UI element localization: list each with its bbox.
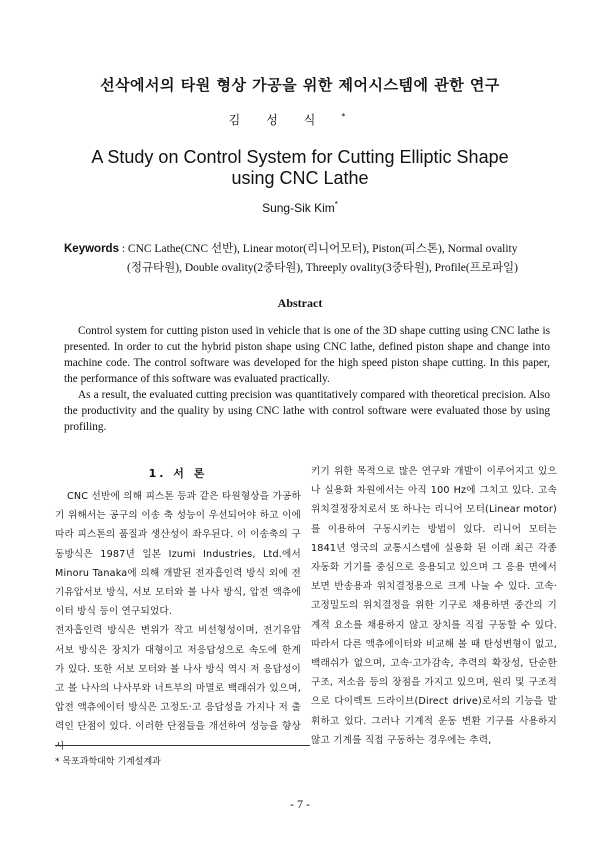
- english-title-line1: A Study on Control System for Cutting Elliptic Shape: [91, 147, 509, 167]
- english-author-name: Sung-Sik Kim: [262, 201, 335, 215]
- korean-title: 선삭에서의 타원 형상 가공을 위한 제어시스템에 관한 연구: [100, 76, 500, 94]
- english-title: [0, 147, 600, 189]
- right-paragraph-1: 키기 위한 목적으로 많은 연구와 개발이 이루어지고 있으나 실용화 차원에서는 아직 100 Hz에 그치고 있다. 고속위치결정장치로서 또 하나는 리니어 모터(Linear motor)를 이용하여 구동시키는 방법이 있다. 리니어 모터는 1841년 영국의 교통시스템에 실용화 된 이래 최근 각종 자동화 기기를 중심으로 응용되고 있으며 그 응용 면에서 보면 반송용과 위치결정용으로 크게 나눌 수 있다. 고속·고정밀도의 위치결정을 위한 기구로 채용하면 중간의 기계적 요소를 채용하지 않고 장치를 직접 구동할 수 있다. 따라서 다른 액츄에이터와 비교해 볼 때 탄성변형이 없고, 백래쉬가 없으며, 고속·고가감속, 추력의 확장성, 단순한 구조, 저소음 등의 장점을 가지고 있으며, 원리 및 구조적으로 다이렉트 드라이브(Direct drive)로서의 기능을 발휘하고 있다. 그러나 기계적 운동 변환 기구를 사용하지 않고 기계를 직접 구동하는 경우에는 추력,: [311, 466, 557, 746]
- korean-author: [0, 111, 600, 128]
- english-title-line2: using CNC Lathe: [231, 168, 369, 188]
- section-heading-introduction: 1. 서 론: [148, 467, 208, 480]
- keywords-line2: (정규타원), Double ovality(2중타원), Threeply ovality(3중타원), Profile(프로파일): [127, 262, 518, 274]
- footnote-rule: [55, 745, 310, 746]
- abstract-heading: Abstract: [277, 296, 323, 310]
- korean-author-name: 김성식: [228, 113, 342, 127]
- keywords-text1: : CNC Lathe(CNC 선반), Linear motor(리니어모터), Piston(피스톤), Normal ovality: [121, 243, 518, 255]
- keywords-line1: [64, 240, 544, 259]
- abstract-paragraph-1: Control system for cutting piston used in vehicle that is one of the 3D shape cutting using CNC lathe is presented. In order to cut the hybrid piston shape using CNC lathe, defined piston shape and change into machine code. The control software was developed for the high speed piston shape cutting. In this paper, the performance of this software was evaluated practically.: [64, 325, 550, 385]
- english-author-mark: *: [334, 200, 338, 209]
- left-paragraph-2: 전자흡인력 방식은 변위가 작고 비선형성이며, 전기유압서보 방식은 장치가 대형이고 저응답성으로 속도에 한계가 있다. 또한 서보 모터와 볼 나사 방식 역시 저 응답성이고 볼 나사의 나사부와 너트부의 마멸로 백래쉬가 있으며, 압전 액츄에이터 방식은 고정도·고 응답성을 가지나 저 출력인 단점이 있다. 이러한 단점들을 개선하여 성능을 향상시: [55, 625, 301, 752]
- korean-author-mark: *: [341, 112, 372, 121]
- english-author: [0, 200, 600, 215]
- abstract-body: [64, 323, 550, 435]
- left-column: [55, 464, 301, 756]
- left-paragraph-1: CNC 선반에 의해 피스톤 등과 같은 타원형상을 가공하기 위해서는 공구의 이송 축 성능이 우선되어야 하고 이에 따라 피스톤의 품질과 생산성이 좌우된다. 이 이송축의 구동방식은 1987년 일본 Izumi Industries, Ltd.에서 Minoru Tanaka에 의해 개발된 전자흡인력 방식 외에 전기유압서보 방식, 서보 모터와 볼 나사 방식, 압전 액츄에이터 방식 등이 연구되었다.: [55, 491, 301, 618]
- right-column: [311, 462, 557, 750]
- keywords-label: Keywords: [64, 243, 119, 255]
- keywords-block: [64, 240, 544, 278]
- footnote: * 목포과학대학 기계설계과: [55, 757, 161, 767]
- page-number: - 7 -: [290, 797, 310, 811]
- abstract-paragraph-2: As a result, the evaluated cutting precision was quantitatively compared with theoretical precision. Also the productivity and the quality by using CNC lathe with control software were evaluated those by using profiling.: [64, 389, 550, 433]
